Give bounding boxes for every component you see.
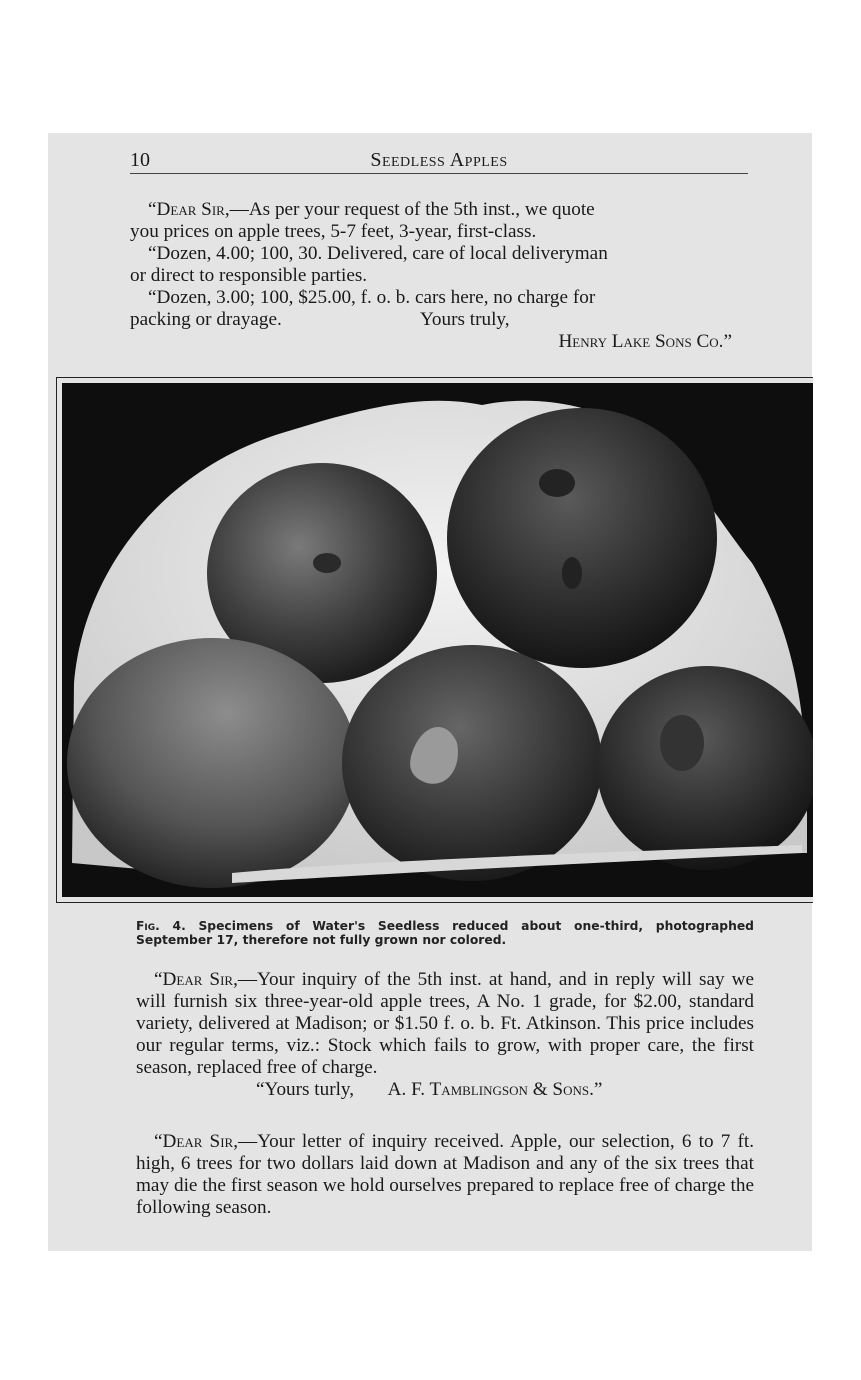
- letter1-signature: Henry Lake Sons Co.”: [558, 331, 732, 352]
- page-number: 10: [130, 149, 150, 171]
- running-title: Seedless Apples: [370, 149, 508, 171]
- figure-frame: [56, 377, 813, 903]
- letter2-signoff: [136, 1079, 754, 1101]
- letter2-closing: “Yours turly,: [256, 1079, 355, 1100]
- apples-photo-illustration: [62, 383, 813, 897]
- figure-caption: [136, 919, 754, 947]
- letter1-line1-text: —As per your request of the 5th inst., we quote: [229, 199, 595, 220]
- letter1-closing: Yours truly,: [420, 309, 510, 330]
- book-page: [48, 133, 812, 1251]
- letter3-body: —Your letter of inquiry received. Apple, our selection, 6 to 7 ft. high, 6 trees for two dollars laid down at Madison and any of the six trees that may die the first season we hold ourselves prepared to replace free of charge the following season.: [136, 1131, 755, 1218]
- apples-photograph: [62, 383, 813, 897]
- letter-third: [136, 1131, 754, 1219]
- letter-henry-lake: [130, 199, 748, 353]
- letter-tamblingson: [136, 969, 754, 1101]
- figure-label: Fig. 4.: [136, 919, 186, 933]
- letter1-line4: or direct to responsible parties.: [130, 265, 368, 286]
- letter2-body: —Your inquiry of the 5th inst. at hand, and in reply will say we will furnish six three-year-old apple trees, A No. 1 grade, for $2.00, standard variety, delivered at Madison; or $1.50 f. o. b. Ft. Atkinson. This price includes our regular terms, viz.: Stock which fails to grow, with proper care, the first season, replaced free of charge.: [136, 969, 754, 1078]
- letter2-salutation: “Dear Sir,: [154, 969, 238, 990]
- letter1-line6-left: packing or drayage.: [130, 309, 282, 330]
- letter3-salutation: “Dear Sir,: [154, 1131, 239, 1152]
- letter1-line2: you prices on apple trees, 5-7 feet, 3-year, first-class.: [130, 221, 537, 242]
- letter1-line6: [130, 309, 748, 331]
- letter2-signature: A. F. Tamblingson & Sons.”: [387, 1079, 603, 1100]
- figure-caption-text: Specimens of Water's Seedless reduced about one-third, photographed September 17, therefore not fully grown nor colored.: [136, 919, 754, 947]
- page-header: [130, 143, 748, 174]
- letter1-line3: “Dozen, 4.00; 100, 30. Delivered, care of local deliveryman: [148, 243, 608, 264]
- letter1-salutation: “Dear Sir,: [148, 199, 230, 220]
- letter1-line5: “Dozen, 3.00; 100, $25.00, f. o. b. cars here, no charge for: [148, 287, 596, 308]
- letter1-line1: [130, 199, 748, 221]
